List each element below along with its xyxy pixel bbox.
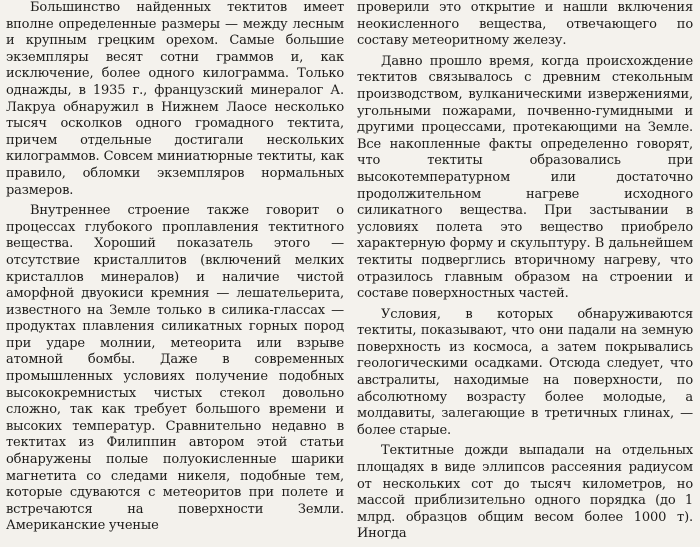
paragraph-tektite-rains: Тектитные дожди выпадали на отдельных площадях в виде эллипсов рассеяния радиусом от нескольких сот до тысяч километров, но массой приблизительно одного порядка (до 1 млрд. образцов общим весом более 1000 т). Иногда [357, 443, 693, 542]
paragraph-internal-structure: Внутреннее строение также говорит о процессах глубокого проплавления тектитного вещества. Хороший показатель этого — отсутствие кристаллитов (включений мелких кристаллов минералов) и наличие чистой аморфной двуокиси кремния — лешательерита, известного на Земле только в силика-глассах — продуктах плавления силикатных горных пород при ударе молнии, метеорита или взрыве атомной бомбы. Даже в современных промышленных условиях получение подобных высококремнистых чистых стекол довольно сложно, так как требует большого времени и высоких температур. Сравнительно недавно в тектитах из Филиппин автором этой статьи обнаружены полые полуокисленные шарики магнетита со следами никеля, подобные тем, которые сдуваются с метеоритов при полете и встречаются на поверхности Земли. Американские ученые [6, 203, 344, 534]
paragraph-tektite-sizes: Большинство найденных тектитов имеет вполне определенные размеры — между лесным и крупным грецким орехом. Самые большие экземпляры весят сотни граммов и, как исключение, более одного килограмма. Только однажды, в 1935 г., французский минералог А. Лакруа обнаружил в Нижнем Лаосе несколько тысяч осколков одного громадного тектита, причем отдельные достигали нескольких килограммов. Совсем миниатюрные тектиты, как правило, обломки экземпляров нормальных размеров. [6, 0, 344, 198]
paragraph-continuation: проверили это открытие и нашли включения неокисленного вещества, отвечающего по составу метеоритному железу. [357, 0, 693, 49]
right-column [357, 0, 693, 547]
paragraph-fall-conditions: Условия, в которых обнаруживаются тектиты, показывают, что они падали на земную поверхность из космоса, а затем покрывались геологическими осадками. Отсюда следует, что австралиты, находимые на поверхности, по абсолютному возрасту более молодые, а молдавиты, залегающие в третичных глинах, — более старые. [357, 306, 693, 438]
left-column [6, 0, 344, 539]
paragraph-origin-theories: Давно прошло время, когда происхождение тектитов связывалось с древним стекольным производством, вулканическими извержениями, угольными пожарами, почвенно-гумидными и другими процессами, протекающими на Земле. Все накопленные факты определенно говорят, что тектиты образовались при высокотемпературном или достаточно продолжительном нагреве исходного силикатного вещества. При застывании в условиях полета это вещество приобрело характерную форму и скульптуру. В дальнейшем тектиты подверглись вторичному нагреву, что отразилось главным образом на строении и составе поверхностных частей. [357, 53, 693, 302]
